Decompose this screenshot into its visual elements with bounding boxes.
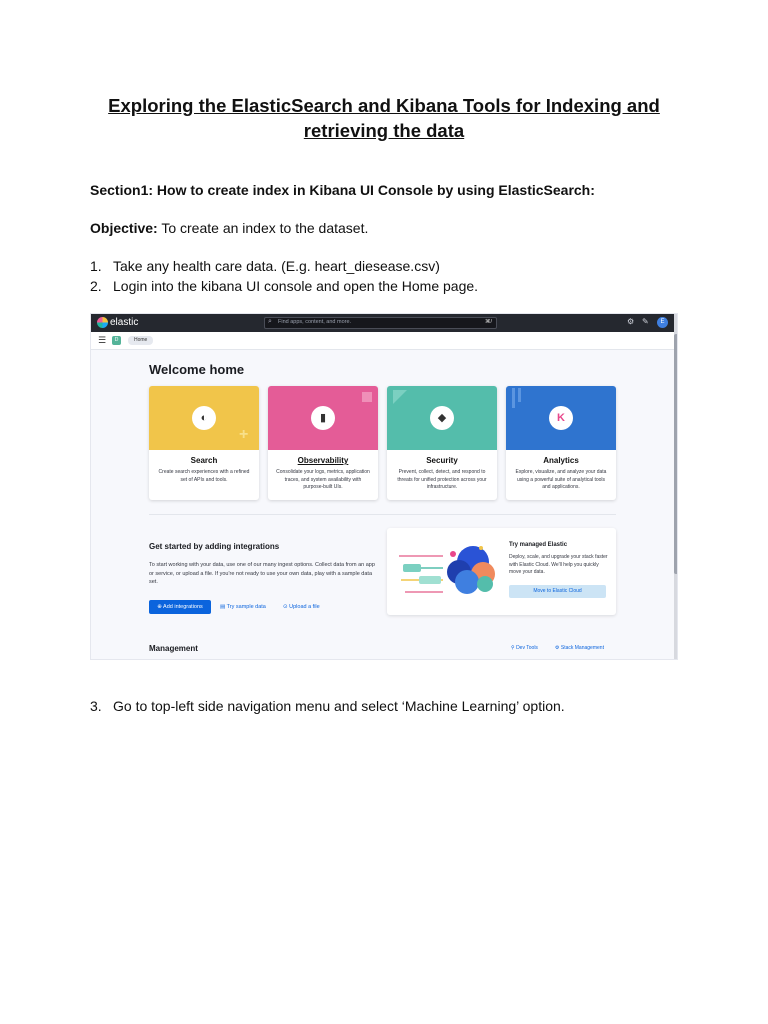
search-solution-icon: ◐: [192, 406, 216, 430]
search-shortcut: ⌘/: [484, 319, 492, 325]
try-sample-data-label: Try sample data: [226, 604, 266, 610]
card-description: Consolidate your logs, metrics, application traces, and system availability with purpose-built UIs.: [276, 469, 370, 490]
add-integrations-button[interactable]: [149, 600, 211, 614]
card-title: Analytics: [543, 456, 579, 465]
search-icon: ⌕: [268, 318, 272, 325]
step-item: [90, 698, 565, 714]
cloud-illustration-icon: [393, 534, 497, 610]
space-selector[interactable]: D: [112, 336, 121, 345]
step-item: [90, 258, 440, 274]
breadcrumb: Home: [128, 336, 153, 345]
kibana-home-screenshot: [90, 313, 678, 660]
card-banner: [149, 386, 259, 450]
objective-label: Objective:: [90, 220, 158, 236]
section-divider: [149, 514, 616, 515]
document-title-line1: Exploring the ElasticSearch and Kibana Tools for Indexing and: [108, 95, 660, 116]
document-title-line2: retrieving the data: [303, 120, 465, 141]
observability-solution-card[interactable]: [268, 386, 378, 500]
managed-elastic-title: Try managed Elastic: [509, 542, 568, 548]
step-number: 3.: [90, 698, 102, 714]
move-to-cloud-button[interactable]: Move to Elastic Cloud: [509, 585, 606, 598]
card-description: Create search experiences with a refined set of APIs and tools.: [158, 469, 250, 483]
search-solution-card[interactable]: [149, 386, 259, 500]
objective-text: To create an index to the dataset.: [157, 220, 369, 236]
integrations-title: Get started by adding integrations: [149, 542, 280, 551]
hamburger-menu-icon[interactable]: ☰: [98, 335, 107, 345]
stack-management-link[interactable]: [555, 645, 604, 651]
card-banner: [387, 386, 497, 450]
security-solution-card[interactable]: [387, 386, 497, 500]
try-sample-data-link[interactable]: [220, 604, 266, 610]
document-icon: ▤: [220, 604, 227, 610]
step-text: Go to top-left side navigation menu and select ‘Machine Learning’ option.: [113, 698, 565, 714]
plus-decoration-icon: +: [239, 426, 249, 443]
card-banner: [506, 386, 616, 450]
stack-management-label: Stack Management: [560, 645, 604, 651]
bar-decoration-icon: [512, 388, 515, 408]
triangle-decoration-icon: [393, 390, 407, 404]
search-placeholder: Find apps, content, and more.: [278, 319, 352, 325]
kibana-solution-icon: K: [549, 406, 573, 430]
plus-circle-icon: ⊕: [157, 604, 164, 610]
kibana-subheader: [91, 332, 674, 350]
security-solution-icon: ◆: [430, 406, 454, 430]
elastic-logo-icon[interactable]: [97, 317, 108, 328]
management-title: Management: [149, 644, 198, 653]
step-item: [90, 278, 478, 294]
managed-elastic-description: Deploy, scale, and upgrade your stack faster with Elastic Cloud. We'll help you quickly move your data.: [509, 554, 608, 575]
card-title: Search: [190, 456, 218, 465]
card-title: Observability: [297, 456, 349, 465]
step-number: 2.: [90, 278, 102, 294]
card-title: Security: [426, 456, 458, 465]
square-decoration-icon: [362, 392, 372, 402]
step-text: Login into the kibana UI console and open the Home page.: [113, 278, 479, 294]
integrations-description: To start working with your data, use one of our many ingest options. Collect data from an app or service, or upload a file. If you're not ready to use your own data, play with a sample data set.: [149, 562, 375, 585]
global-search-input[interactable]: [264, 317, 497, 329]
bar-decoration-icon: [518, 388, 521, 402]
kibana-header: [91, 314, 678, 332]
help-icon[interactable]: ⚙: [627, 317, 635, 326]
user-avatar[interactable]: E: [657, 317, 668, 328]
section-heading: Section1: How to create index in Kibana UI Console by using ElasticSearch:: [90, 182, 595, 198]
dev-tools-label: Dev Tools: [516, 645, 538, 651]
card-description: Prevent, collect, detect, and respond to threats for unified protection across your infrastructure.: [397, 469, 487, 490]
document-title: [90, 93, 678, 143]
managed-elastic-panel: [387, 528, 616, 615]
card-description: Explore, visualize, and analyze your data using a powerful suite of analytical tools and applications.: [515, 469, 607, 490]
upload-icon: ⊙: [283, 604, 290, 610]
step-number: 1.: [90, 258, 102, 274]
objective-paragraph: [90, 220, 368, 236]
wrench-icon: ⚲: [511, 645, 517, 651]
dev-tools-link[interactable]: [511, 645, 538, 651]
add-integrations-label: Add integrations: [163, 604, 203, 610]
analytics-solution-card[interactable]: [506, 386, 616, 500]
scrollbar-thumb[interactable]: [674, 334, 678, 574]
step-text: Take any health care data. (E.g. heart_diesease.csv): [113, 258, 440, 274]
upload-file-label: Upload a file: [289, 604, 320, 610]
gear-icon: ⚙: [555, 645, 561, 651]
observability-solution-icon: ▮: [311, 406, 335, 430]
upload-file-link[interactable]: [283, 604, 320, 610]
elastic-brand[interactable]: elastic: [110, 317, 139, 328]
welcome-title: Welcome home: [149, 362, 245, 377]
news-feed-icon[interactable]: ✎: [642, 317, 649, 326]
card-banner: [268, 386, 378, 450]
